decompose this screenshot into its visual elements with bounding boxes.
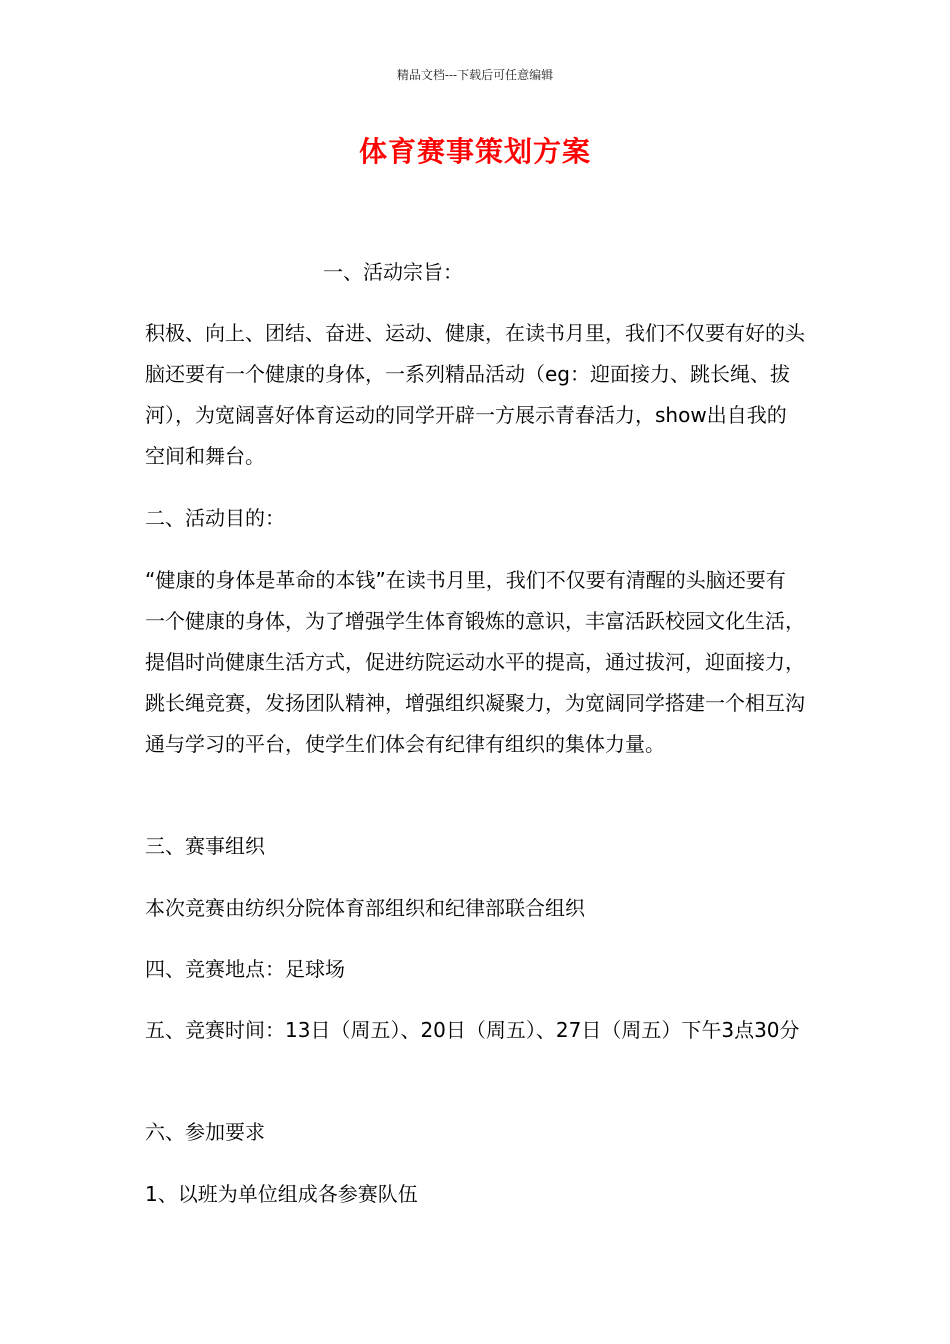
section-6-item-1: 1、以班为单位组成各参赛队伍 [145,1182,418,1206]
page-header-watermark: 精品文档---下载后可任意编辑 [396,68,554,82]
section-3-heading: 三、赛事组织 [145,834,265,858]
section-1-body: 积极、向上、团结、奋进、运动、健康，在读书月里，我们不仅要有好的头脑还要有一个健康的身体，一系列精品活动（eg：迎面接力、跳长绳、拔河），为宽阔喜好体育运动的同学开辟一方展示青春活力，show出自我的空间和舞台。 [145,321,805,468]
section-6-heading: 六、参加要求 [145,1120,265,1144]
section-4-heading: 四、竞赛地点：足球场 [145,957,345,981]
document-title: 体育赛事策划方案 [358,135,591,168]
section-3-body: 本次竞赛由纺织分院体育部组织和纪律部联合组织 [145,896,585,920]
section-1-heading: 一、活动宗旨： [323,260,463,284]
section-5-heading: 五、竞赛时间：13日（周五）、20日（周五）、27日（周五）下午3点30分 [145,1018,800,1042]
section-2-heading: 二、活动目的： [145,506,285,530]
section-2-body: “健康的身体是革命的本钱”在读书月里，我们不仅要有清醒的头脑还要有一个健康的身体，为了增强学生体育锻炼的意识，丰富活跃校园文化生活，提倡时尚健康生活方式，促进纺院运动水平的提高，通过拔河，迎面接力，跳长绳竞赛，发扬团队精神，增强组织凝聚力，为宽阔同学搭建一个相互沟通与学习的平台，使学生们体会有纪律有组织的集体力量。 [145,568,805,756]
